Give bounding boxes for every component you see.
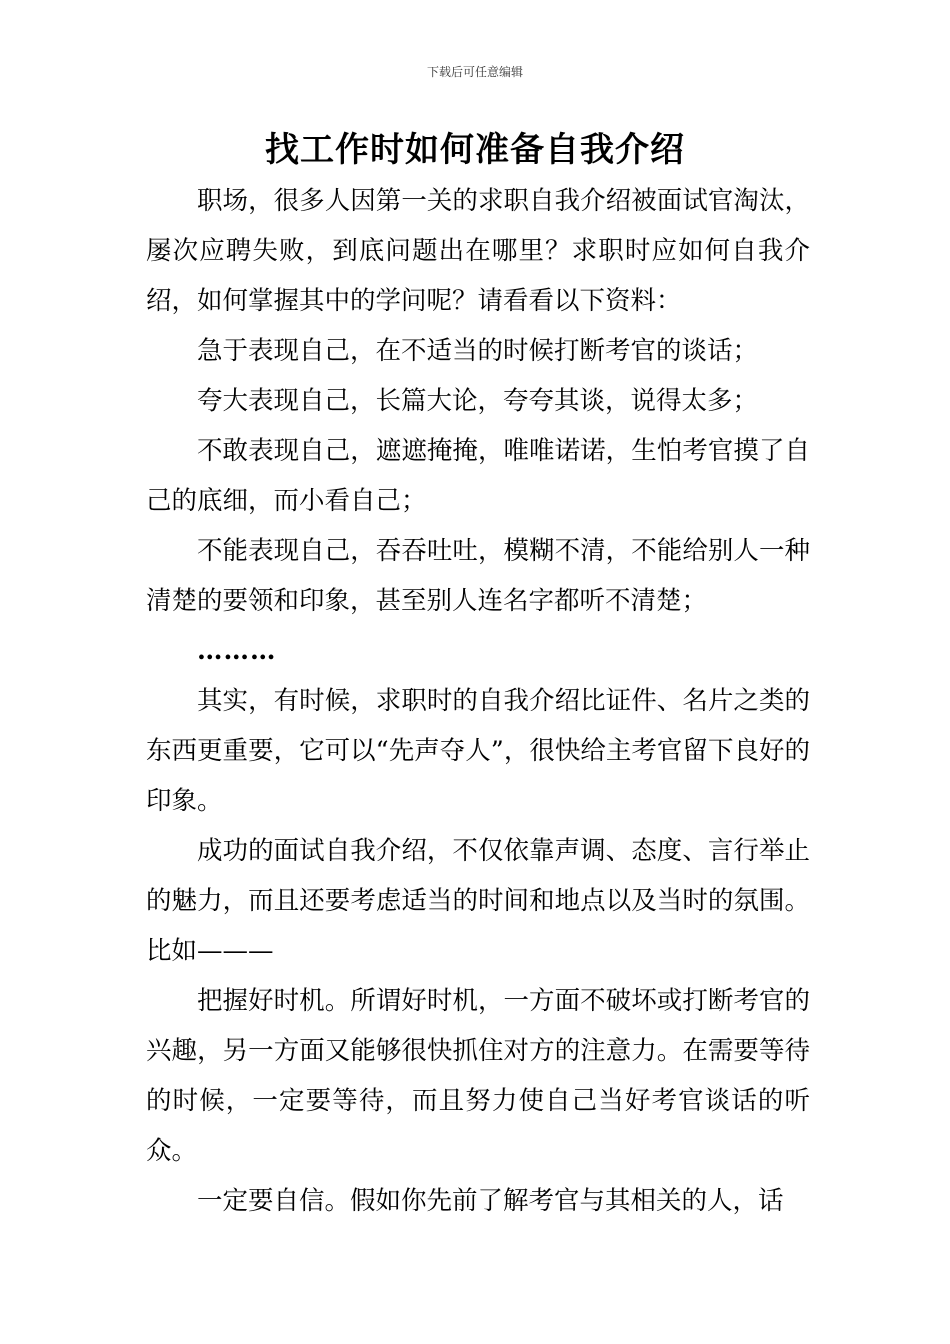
- paragraph-timing: 把握好时机。所谓好时机，一方面不破坏或打断考官的兴趣，另一方面又能够很快抓住对方的注意力。在需要等待的时候，一定要等待，而且努力使自己当好考官谈话的听众。: [146, 986, 810, 1166]
- header-note: 下载后可任意编辑: [426, 65, 523, 79]
- paragraph-mistake-1: 急于表现自己，在不适当的时候打断考官的谈话；: [197, 336, 759, 366]
- paragraph-mistake-2: 夸大表现自己，长篇大论，夸夸其谈，说得太多；: [197, 386, 759, 416]
- paragraph-mistake-4: 不能表现自己，吞吞吐吐，模糊不清，不能给别人一种清楚的要领和印象，甚至别人连名字都听不清楚；: [146, 536, 810, 616]
- paragraph-success: 成功的面试自我介绍，不仅依靠声调、态度、言行举止的魅力，而且还要考虑适当的时间和地点以及当时的氛围。比如———: [146, 836, 810, 966]
- document-title: 找工作时如何准备自我介绍: [265, 130, 685, 170]
- paragraph-intro: 职场，很多人因第一关的求职自我介绍被面试官淘汰，屡次应聘失败，到底问题出在哪里？求职时应如何自我介绍，如何掌握其中的学问呢？请看看以下资料：: [146, 186, 810, 316]
- paragraph-ellipsis: ………: [197, 636, 277, 666]
- document-body: [146, 176, 810, 1226]
- paragraph-importance: 其实，有时候，求职时的自我介绍比证件、名片之类的东西更重要，它可以“先声夺人”，很快给主考官留下良好的印象。: [146, 686, 810, 816]
- paragraph-confidence: 一定要自信。假如你先前了解考官与其相关的人，话: [197, 1186, 784, 1216]
- paragraph-mistake-3: 不敢表现自己，遮遮掩掩，唯唯诺诺，生怕考官摸了自己的底细，而小看自己；: [146, 436, 810, 516]
